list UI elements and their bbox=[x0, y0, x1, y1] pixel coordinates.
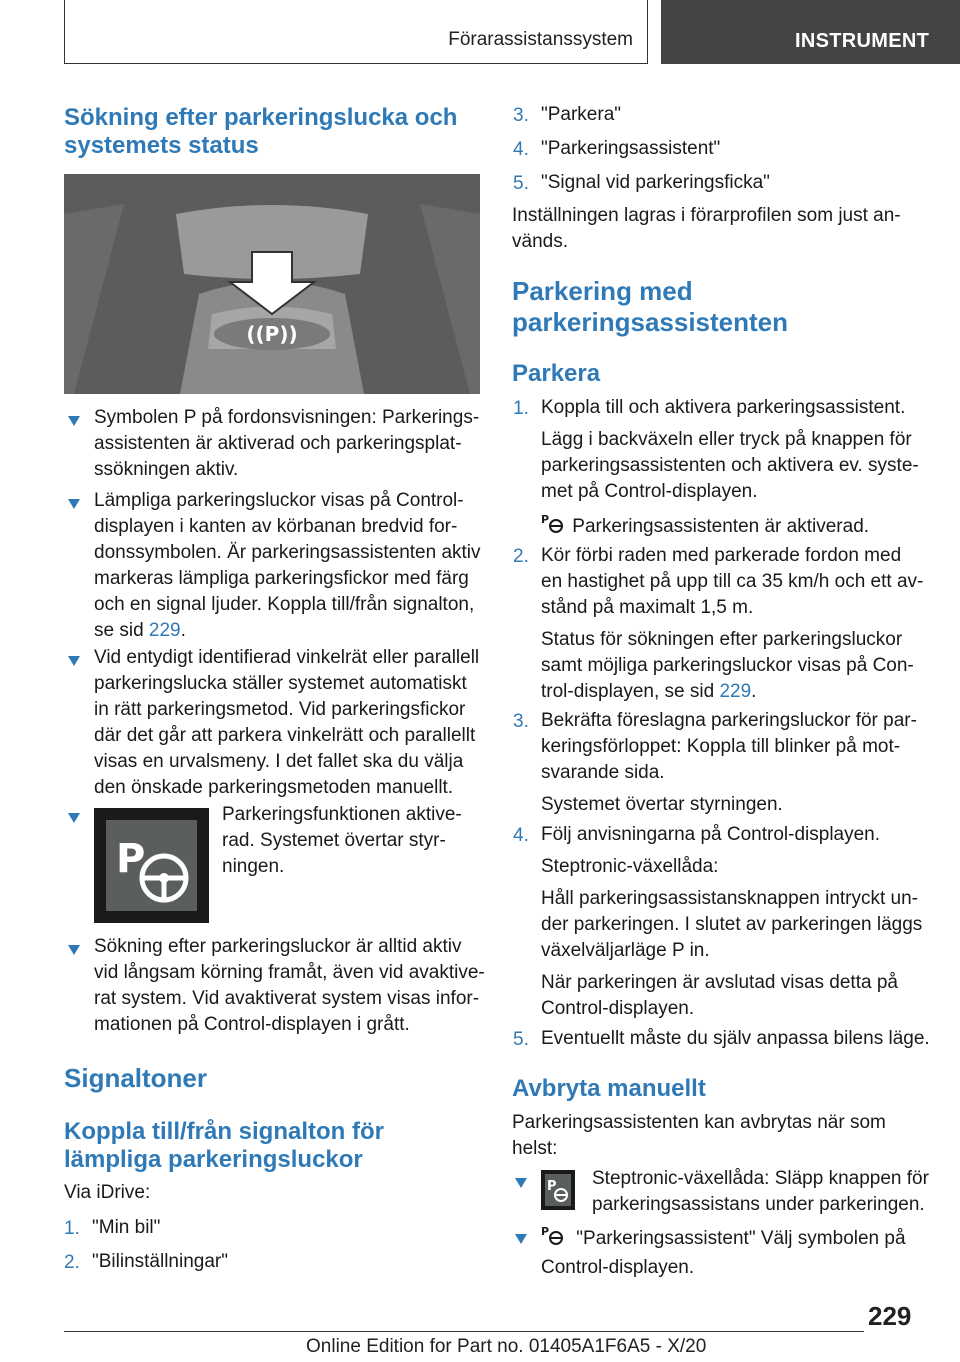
step-text: "Parkeringsassistent" bbox=[541, 138, 721, 159]
bullet-always-active: Sökning efter parkeringsluckor är alltid aktiv vid långsam körning framåt, även vid avaktive‐ rat system. Vid avaktiverat system visas infor‐ mationen på Control-displayen i grått. bbox=[94, 936, 485, 1035]
bullet-icon bbox=[68, 945, 80, 955]
parking-assistant-illustration bbox=[64, 174, 480, 394]
bullet-select-symbol: P "Parkeringsassistent" Välj symbolen på Control-displayen. bbox=[541, 1225, 906, 1278]
step-number: 1. bbox=[64, 1218, 80, 1239]
heading-parkera: Parkera bbox=[512, 360, 601, 387]
svg-text:P: P bbox=[541, 1225, 550, 1238]
bullet-icon bbox=[68, 813, 80, 823]
bullet-icon bbox=[515, 1178, 527, 1188]
page-number: 229 bbox=[868, 1301, 912, 1331]
heading-toggle-signal: Koppla till/från signalton för lämpliga parkeringsluckor bbox=[64, 1118, 384, 1173]
step-text: "Bilinställningar" bbox=[92, 1251, 228, 1272]
step-number: 4. bbox=[513, 825, 529, 846]
step-text: "Min bil" bbox=[92, 1217, 161, 1238]
step-number: 4. bbox=[513, 139, 529, 160]
bullet-release-button: Steptronic-växellåda: Släpp knappen för parkeringsassistans under parkeringen. bbox=[592, 1168, 929, 1215]
page-link[interactable]: 229 bbox=[719, 681, 752, 702]
parking-assistant-icon bbox=[541, 1223, 571, 1255]
step-text: "Parkera" bbox=[541, 104, 622, 125]
bullet-parking-method: Vid entydigt identifierad vinkelrät eller parallell parkeringslucka ställer systemet automatiskt in rätt parkeringsmetod. Vid parkeringsfickor där det går att parkera vinkelrätt och parallellt visas en urvalsmeny. I det fallet ska du välja den önskade parkeringsmetoden manuellt. bbox=[94, 647, 480, 798]
heading-search-status: Sökning efter parkeringslucka och systemets status bbox=[64, 104, 458, 159]
footer-divider bbox=[64, 1331, 864, 1332]
bullet-icon bbox=[68, 656, 80, 666]
footer-edition: Online Edition for Part no. 01405A1F6A5 - X/20 bbox=[306, 1336, 707, 1357]
step-number: 3. bbox=[513, 105, 529, 126]
step-number: 5. bbox=[513, 1029, 529, 1050]
parkera-step-5: Eventuellt måste du själv anpassa bilens läge. bbox=[541, 1028, 930, 1049]
step-number: 2. bbox=[64, 1252, 80, 1273]
via-idrive: Via iDrive: bbox=[64, 1182, 151, 1203]
parkera-step-1: Koppla till och aktivera parkeringsassistent. Lägg i backväxeln eller tryck på knappen för parkeringsassistenten och aktivera ev. syste‐ met på Control-displayen. P Parkeringsassistenten är aktiverad. bbox=[541, 395, 919, 543]
step-number: 2. bbox=[513, 546, 529, 567]
parking-assistant-button-icon bbox=[541, 1170, 575, 1210]
step-number: 1. bbox=[513, 398, 529, 419]
svg-text:((P)): ((P)) bbox=[246, 322, 298, 346]
svg-text:P: P bbox=[116, 836, 146, 882]
heading-cancel-manually: Avbryta manuellt bbox=[512, 1075, 706, 1102]
header-chapter-title: INSTRUMENT bbox=[795, 30, 930, 52]
header-section-box bbox=[64, 0, 648, 64]
parking-assistant-icon bbox=[541, 511, 567, 543]
step-text: "Signal vid parkeringsficka" bbox=[541, 172, 770, 193]
bullet-icon bbox=[68, 416, 80, 426]
parkera-step-3: Bekräfta föreslagna parkeringsluckor för par‐ keringsförloppet: Koppla till blinker på mot‐ svarande sida. Systemet övertar styrningen. bbox=[541, 710, 917, 815]
cancel-intro: Parkeringsassistenten kan avbrytas när som helst: bbox=[512, 1112, 886, 1159]
bullet-icon bbox=[68, 499, 80, 509]
parkera-step-2: Kör förbi raden med parkerade fordon med en hastighet på upp till ca 35 km/h och ett av‐ stånd på maximalt 1,5 m. Status för sökningen efter parkeringsluckor samt möjliga parkeringsluckor visas på Con‐ trol-displayen, se sid 229. bbox=[541, 545, 924, 702]
bullet-function-active: Parkeringsfunktionen aktive‐ rad. Systemet övertar styr‐ ningen. bbox=[222, 804, 462, 877]
svg-text:P: P bbox=[547, 1179, 557, 1194]
parking-steering-icon bbox=[94, 808, 209, 923]
header-chapter-box bbox=[661, 0, 960, 64]
bullet-symbol-p: Symbolen P på fordonsvisningen: Parkerings‐ assistenten är aktiverad och parkeringsplat‐ ssökningen aktiv. bbox=[94, 407, 480, 480]
svg-text:P: P bbox=[541, 513, 550, 526]
heading-parking-with-assistant: Parkering med parkeringsassistenten bbox=[512, 276, 789, 337]
parkera-step-4: Följ anvisningarna på Control-displayen. Steptronic-växellåda: Håll parkeringsassistansknappen intryckt un‐ der parkeringen. I slutet av parkeringen läggs växelväljarläge P in. När parkeringen är avslutad visas detta på Control-displayen. bbox=[541, 824, 923, 1019]
header-section-title: Förarassistanssystem bbox=[448, 29, 633, 50]
page-link[interactable]: 229 bbox=[148, 620, 181, 641]
bullet-suitable-spaces: Lämpliga parkeringsluckor visas på Control- displayen i kanten av körbanan bredvid for‐ donssymbolen. Är parkeringsassistenten aktiv markeras lämpliga parkeringsfickor med färg och en signal ljuder. Koppla till/från signalton, se sid 229. bbox=[94, 490, 481, 641]
step-number: 5. bbox=[513, 173, 529, 194]
bullet-icon bbox=[515, 1234, 527, 1244]
heading-signaltoner: Signaltoner bbox=[64, 1063, 208, 1093]
setting-saved-text: Inställningen lagras i förarprofilen som just an‐ vänds. bbox=[512, 205, 901, 252]
step-number: 3. bbox=[513, 711, 529, 732]
